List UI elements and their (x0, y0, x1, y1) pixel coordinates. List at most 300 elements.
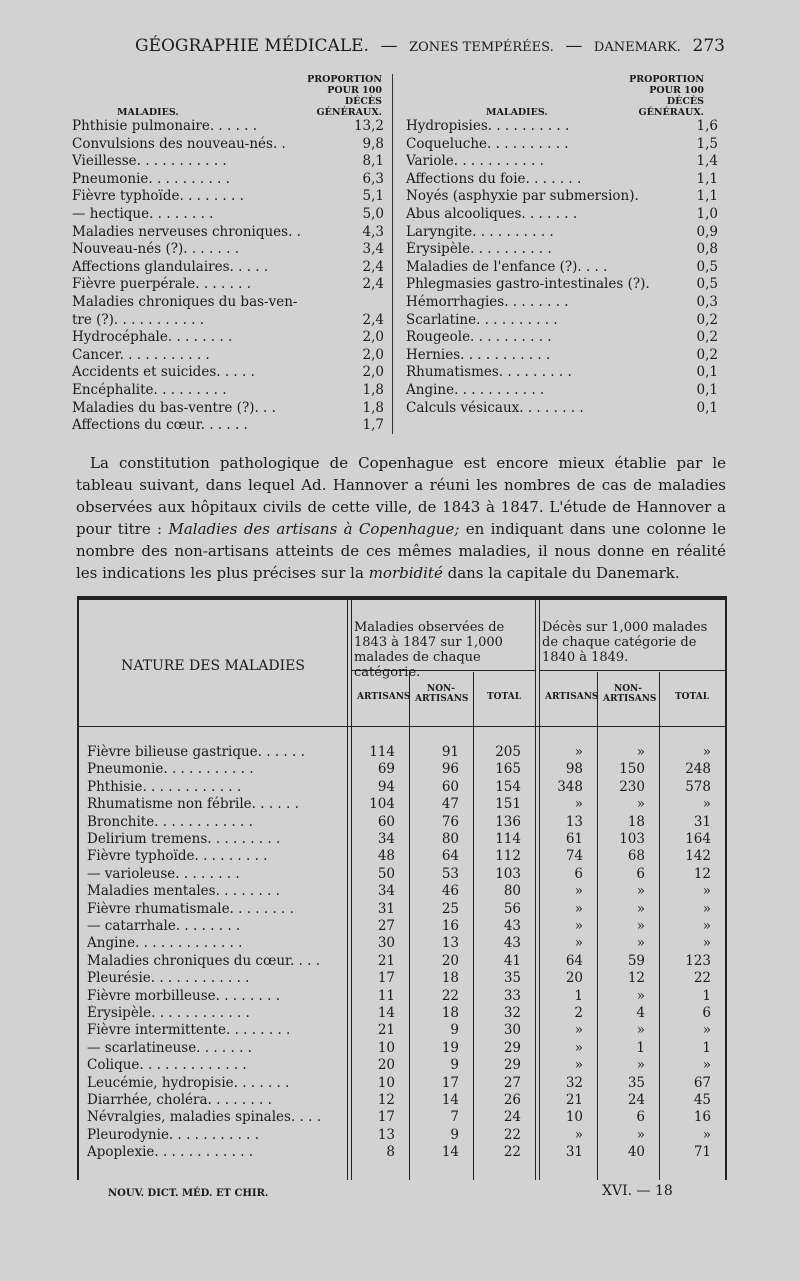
disease-name: Hernies. . . . . . . . . . . (406, 346, 551, 363)
table-row (79, 796, 725, 813)
disease-name: Pleurodynie. . . . . . . . . . . (87, 1126, 260, 1143)
cell-value: » (574, 918, 583, 934)
header-country: DANEMARK. (593, 40, 681, 55)
disease-name: Maladies de l'enfance (?). . . . (406, 258, 608, 275)
header-section: ZONES TEMPÉRÉES. (409, 40, 554, 55)
para-italic: morbidité (368, 564, 443, 582)
cell-value: 348 (557, 778, 583, 795)
proportion-value: 9,8 (362, 135, 384, 152)
cell-value: 69 (377, 761, 395, 778)
cell-value: 35 (627, 1074, 645, 1091)
cell-value: 68 (627, 848, 645, 865)
cell-value: 9 (450, 1126, 459, 1143)
cell-value: 32 (565, 1074, 583, 1091)
disease-name: Hydrocéphale. . . . . . . . (72, 329, 233, 346)
cell-value: 64 (565, 952, 583, 969)
cell-value: » (702, 1126, 711, 1143)
table-row (79, 761, 725, 778)
table-row (406, 294, 724, 312)
disease-name: Apoplexie. . . . . . . . . . . . (87, 1144, 254, 1161)
disease-table (77, 596, 727, 1180)
cell-value: 24 (627, 1092, 645, 1108)
cell-value: 60 (441, 778, 459, 795)
cell-value: » (574, 796, 583, 813)
cell-value: » (702, 918, 711, 934)
cell-value: 10 (565, 1109, 583, 1126)
body-paragraph (76, 452, 726, 584)
table-row (72, 153, 390, 171)
cell-value: 20 (565, 970, 583, 987)
cell-value: 10 (377, 1039, 395, 1056)
proportion-value: 3,4 (362, 241, 384, 258)
cell-value: » (636, 1022, 645, 1039)
proportion-value: 1,5 (696, 135, 718, 152)
cell-value: » (574, 1126, 583, 1143)
proportion-value: 2,4 (362, 258, 384, 275)
disease-name: Névralgies, maladies spinales. . . . (87, 1109, 321, 1126)
cell-value: 136 (495, 813, 521, 830)
cell-value: 22 (503, 1126, 521, 1143)
disease-name: Variole. . . . . . . . . . . (406, 153, 544, 170)
cell-value: 10 (377, 1074, 395, 1091)
subcol-header: TOTAL (486, 692, 522, 702)
table-row (79, 1109, 725, 1126)
cell-value: 20 (377, 1057, 395, 1074)
disease-name: Affections glandulaires. . . . . (72, 258, 269, 275)
header-dash: — (565, 36, 583, 56)
cell-value: » (636, 987, 645, 1004)
cell-value: 13 (565, 813, 583, 830)
table-row (79, 1040, 725, 1057)
header-title: GÉOGRAPHIE MÉDICALE. (135, 36, 369, 56)
proportion-value: 0,9 (696, 223, 718, 240)
table-row (406, 224, 724, 242)
cell-value: 248 (685, 761, 711, 778)
table-row (406, 382, 724, 400)
cell-value: » (574, 900, 583, 917)
disease-name: Fièvre rhumatismale. . . . . . . . (87, 900, 294, 917)
proportion-value: 1,6 (696, 118, 718, 134)
cell-value: 578 (685, 778, 711, 795)
cell-value: 18 (627, 813, 645, 830)
disease-name: Affections du cœur. . . . . . (72, 417, 248, 434)
cell-value: » (636, 935, 645, 952)
subcol-header: NON-ARTISANS (415, 684, 469, 704)
proportion-value: 0,2 (696, 346, 718, 363)
disease-name: Calculs vésicaux. . . . . . . . (406, 399, 584, 416)
cell-value: 1 (702, 987, 711, 1004)
left-proportion-table (72, 74, 390, 435)
proportion-value: 0,3 (696, 293, 718, 310)
table-row (79, 1092, 725, 1109)
cell-value: 9 (450, 1057, 459, 1074)
table-row (406, 171, 724, 189)
cell-value: 12 (693, 865, 711, 882)
column-divider (392, 74, 393, 434)
table-row (72, 329, 390, 347)
cell-value: 103 (495, 865, 521, 882)
table-row (406, 153, 724, 171)
cell-value: 56 (503, 900, 521, 917)
cell-value: 21 (565, 1092, 583, 1108)
table-row (79, 1022, 725, 1039)
disease-name: Rhumatisme non fébrile. . . . . . (87, 796, 299, 813)
cell-value: 9 (450, 1022, 459, 1039)
disease-name: Pleurésie. . . . . . . . . . . . (87, 970, 250, 987)
disease-name: Rhumatismes. . . . . . . . . (406, 364, 572, 381)
table-row (72, 364, 390, 382)
cell-value: 41 (503, 952, 521, 969)
cell-value: 27 (503, 1074, 521, 1091)
disease-name: Fièvre bilieuse gastrique. . . . . . (87, 744, 305, 760)
cell-value: 21 (377, 1022, 395, 1039)
cell-value: 27 (377, 918, 395, 934)
table-row (79, 901, 725, 918)
cell-value: » (702, 883, 711, 900)
table-row (79, 988, 725, 1005)
cell-value: 17 (441, 1074, 459, 1091)
table-row (72, 400, 390, 418)
para-text: La constitution pathologique de Copenhague est encore mieux établie par le tableau suivant, dans lequel Ad. Hannover a réuni les nombres de cas de maladies observées aux hôpitaux civils de cette ville, de 1843 à 1847. L'étude de Hannover a pour titre : (76, 454, 726, 538)
table-row (406, 259, 724, 277)
disease-name: Hydropisies. . . . . . . . . . (406, 118, 570, 134)
table-row (72, 259, 390, 277)
proportion-value (332, 294, 390, 312)
cell-value: 59 (627, 952, 645, 969)
disease-name: Laryngite. . . . . . . . . . (406, 223, 554, 240)
proportion-value: 1,1 (696, 170, 718, 187)
disease-name: Angine. . . . . . . . . . . . . (87, 935, 243, 952)
right-proportion-table (406, 74, 724, 417)
table-row (406, 400, 724, 418)
cell-value: 1 (574, 987, 583, 1004)
proportion-value: 1,4 (696, 153, 718, 170)
cell-value: 12 (377, 1092, 395, 1108)
disease-name: Érysipèle. . . . . . . . . . (406, 241, 552, 258)
cell-value: » (702, 1022, 711, 1039)
disease-name: Vieillesse. . . . . . . . . . . (72, 153, 227, 170)
proportion-value: 0,5 (696, 258, 718, 275)
cell-value: » (702, 1057, 711, 1074)
table-row (79, 831, 725, 848)
cell-value: 45 (693, 1092, 711, 1108)
cell-value: 6 (702, 1005, 711, 1021)
cell-value: 29 (503, 1039, 521, 1056)
table-row (79, 814, 725, 831)
disease-name: Nouveau-nés (?). . . . . . . (72, 241, 240, 258)
cell-value: 154 (495, 778, 521, 795)
table-row (72, 276, 390, 294)
cell-value: » (702, 796, 711, 813)
cell-value: 43 (503, 935, 521, 952)
proportion-value: 2,0 (362, 329, 384, 346)
proportion-value: 1,0 (696, 205, 718, 222)
disease-name: Maladies chroniques du cœur. . . . (87, 952, 321, 969)
proportion-value: 2,0 (362, 364, 384, 381)
cell-value: 98 (565, 761, 583, 778)
cell-value: 4 (636, 1005, 645, 1021)
cell-value: 46 (441, 883, 459, 900)
proportion-value: 4,3 (362, 223, 384, 240)
subcol-header: ARTISANS (545, 692, 599, 702)
cell-value: » (636, 900, 645, 917)
cell-value: » (574, 1057, 583, 1074)
disease-name: Diarrhée, choléra. . . . . . . . (87, 1092, 272, 1108)
cell-value: 53 (441, 865, 459, 882)
cell-value: 91 (441, 744, 459, 760)
para-text: en indiquant dans une colonne le nombre des non-artisans atteints de ces mêmes maladies, il nous donne en réalité les indications les plus précises sur la (76, 520, 726, 582)
cell-value: 20 (441, 952, 459, 969)
disease-name: Phthisie pulmonaire. . . . . . (72, 118, 258, 134)
cell-value: 67 (693, 1074, 711, 1091)
cell-value: 104 (369, 796, 395, 813)
disease-name: — varioleuse. . . . . . . . (87, 865, 240, 882)
proportion-value: 13,2 (353, 118, 384, 134)
proportion-value: 0,1 (696, 364, 718, 381)
cell-value: 14 (441, 1144, 459, 1161)
table-row (72, 206, 390, 224)
table-row (72, 241, 390, 259)
para-text: dans la capitale du Danemark. (442, 564, 680, 582)
cell-value: » (636, 918, 645, 934)
table-row (72, 224, 390, 242)
proportion-value: 1,8 (362, 399, 384, 416)
cell-value: 43 (503, 918, 521, 934)
table-row (72, 312, 390, 330)
table-row (406, 312, 724, 330)
proportion-value: 6,3 (362, 170, 384, 187)
table-row (79, 1057, 725, 1074)
cell-value: 13 (441, 935, 459, 952)
table-row (79, 1005, 725, 1022)
table-row (406, 188, 724, 206)
cell-value: 76 (441, 813, 459, 830)
cell-value: 205 (495, 744, 521, 760)
cell-value: 150 (619, 761, 645, 778)
disease-name: Coqueluche. . . . . . . . . . (406, 135, 569, 152)
cell-value: » (574, 744, 583, 760)
col-name-header: MALADIES. (486, 107, 548, 118)
cell-value: 64 (441, 848, 459, 865)
cell-value: 94 (377, 778, 395, 795)
cell-value: 22 (441, 987, 459, 1004)
cell-value: 1 (702, 1039, 711, 1056)
cell-value: 47 (441, 796, 459, 813)
cell-value: 16 (693, 1109, 711, 1126)
cell-value: 50 (377, 865, 395, 882)
disease-name: Leucémie, hydropisie. . . . . . . (87, 1074, 290, 1091)
table-row (72, 171, 390, 189)
disease-name: Colique. . . . . . . . . . . . . (87, 1057, 247, 1074)
cell-value: 31 (565, 1144, 583, 1161)
cell-value: 80 (441, 831, 459, 847)
cell-value: 17 (377, 970, 395, 987)
proportion-value: 2,4 (362, 276, 384, 293)
cell-value: 11 (377, 987, 395, 1004)
cell-value: » (636, 744, 645, 760)
table-row (79, 918, 725, 935)
disease-name: Fièvre typhoïde. . . . . . . . (72, 188, 244, 205)
cell-value: » (636, 796, 645, 813)
disease-name: — catarrhale. . . . . . . . (87, 918, 241, 934)
cell-value: 151 (495, 796, 521, 813)
table-row (79, 1075, 725, 1092)
proportion-value: 0,2 (696, 329, 718, 346)
cell-value: 13 (377, 1126, 395, 1143)
disease-name: Delirium tremens. . . . . . . . . (87, 831, 281, 847)
disease-name: Hémorrhagies. . . . . . . . (406, 293, 569, 310)
cell-value: 61 (565, 831, 583, 847)
disease-name: Érysipèle. . . . . . . . . . . . (87, 1005, 250, 1021)
table-row (406, 347, 724, 365)
cell-value: 8 (386, 1144, 395, 1161)
cell-value: 142 (685, 848, 711, 865)
proportion-value: 2,4 (362, 311, 384, 328)
subcol-header: NON-ARTISANS (603, 684, 657, 704)
cell-value: » (702, 744, 711, 760)
cell-value: » (636, 1126, 645, 1143)
cell-value: 71 (693, 1144, 711, 1161)
cell-value: 80 (503, 883, 521, 900)
disease-name: Affections du foie. . . . . . . (406, 170, 582, 187)
cell-value: 14 (441, 1092, 459, 1108)
cell-value: 22 (503, 1144, 521, 1161)
table-row (72, 294, 390, 312)
cell-value: 33 (503, 987, 521, 1004)
cell-value: 6 (636, 1109, 645, 1126)
cell-value: 22 (693, 970, 711, 987)
proportion-value: 2,0 (362, 346, 384, 363)
table-row (72, 188, 390, 206)
col-nature-header: NATURE DES MALADIES (121, 658, 305, 674)
table-row (79, 779, 725, 796)
cell-value: 30 (377, 935, 395, 952)
cell-value: 31 (377, 900, 395, 917)
table-row (406, 136, 724, 154)
cell-value: 17 (377, 1109, 395, 1126)
running-header (135, 36, 725, 56)
table-row (79, 1127, 725, 1144)
cell-value: » (574, 1022, 583, 1039)
cell-value: 96 (441, 761, 459, 778)
table-row (406, 118, 724, 136)
cell-value: 230 (619, 778, 645, 795)
table-row (79, 953, 725, 970)
cell-value: 12 (627, 970, 645, 987)
cell-value: 114 (495, 831, 521, 847)
table-row (406, 364, 724, 382)
footer-signature: XVI. — 18 (602, 1183, 673, 1199)
cell-value: 2 (574, 1005, 583, 1021)
cell-value: » (574, 1039, 583, 1056)
proportion-value: 0,8 (696, 241, 718, 258)
group-header-observed: Maladies observées de 1843 à 1847 sur 1,000 malades de chaque catégorie. (354, 620, 505, 680)
cell-value: 24 (503, 1109, 521, 1126)
table-row (79, 970, 725, 987)
footer-left: NOUV. DICT. MÉD. ET CHIR. (108, 1188, 269, 1199)
cell-value: 14 (377, 1005, 395, 1021)
proportion-value: 5,0 (362, 205, 384, 222)
cell-value: 6 (574, 865, 583, 882)
cell-value: 35 (503, 970, 521, 987)
cell-value: 19 (441, 1039, 459, 1056)
header-dash: — (380, 36, 398, 56)
cell-value: 32 (503, 1005, 521, 1021)
proportion-value: 1,1 (696, 188, 718, 205)
disease-name: Pneumonie. . . . . . . . . . (72, 170, 230, 187)
disease-name: Fièvre morbilleuse. . . . . . . . (87, 987, 280, 1004)
table-row (72, 347, 390, 365)
cell-value: 112 (495, 848, 521, 865)
cell-value: 60 (377, 813, 395, 830)
cell-value: » (636, 1057, 645, 1074)
page-number: 273 (692, 36, 725, 56)
cell-value: » (574, 935, 583, 952)
cell-value: » (702, 935, 711, 952)
disease-name: Abus alcooliques. . . . . . . (406, 205, 578, 222)
cell-value: 30 (503, 1022, 521, 1039)
disease-name: Fièvre intermittente. . . . . . . . (87, 1022, 291, 1039)
subcol-header: ARTISANS (357, 692, 411, 702)
cell-value: 16 (441, 918, 459, 934)
disease-name: Convulsions des nouveau-nés. . (72, 135, 286, 152)
cell-value: 34 (377, 883, 395, 900)
disease-name: Encéphalite. . . . . . . . . (72, 381, 227, 398)
disease-name: Maladies chroniques du bas-ven- (72, 293, 298, 310)
cell-value: 123 (685, 952, 711, 969)
table-row (406, 206, 724, 224)
proportion-value: 0,1 (696, 399, 718, 416)
table-row (79, 848, 725, 865)
disease-name: Bronchite. . . . . . . . . . . . (87, 813, 253, 830)
disease-name: tre (?). . . . . . . . . . . (72, 311, 205, 328)
col-name-header: MALADIES. (117, 107, 179, 118)
cell-value: 1 (636, 1039, 645, 1056)
disease-name: Pneumonie. . . . . . . . . . . (87, 761, 254, 778)
disease-name: Maladies du bas-ventre (?). . . (72, 399, 276, 416)
disease-name: Maladies mentales. . . . . . . . (87, 883, 280, 900)
cell-value: 29 (503, 1057, 521, 1074)
disease-name: Scarlatine. . . . . . . . . . (406, 311, 558, 328)
disease-name: Fièvre puerpérale. . . . . . . (72, 276, 252, 293)
para-italic: Maladies des artisans à Copenhague; (168, 520, 460, 538)
cell-value: » (574, 883, 583, 900)
disease-name: Noyés (asphyxie par submersion). (406, 188, 639, 205)
table-row (72, 417, 390, 435)
proportion-value: 0,2 (696, 311, 718, 328)
table-row (72, 118, 390, 136)
table-row (72, 136, 390, 154)
cell-value: 18 (441, 1005, 459, 1021)
table-row (72, 382, 390, 400)
proportion-value: 0,5 (696, 276, 718, 293)
cell-value: 18 (441, 970, 459, 987)
cell-value: » (636, 883, 645, 900)
cell-value: 7 (450, 1109, 459, 1126)
table-row (79, 744, 725, 761)
cell-value: 164 (685, 831, 711, 847)
table-row (406, 276, 724, 294)
table-row (79, 883, 725, 900)
proportion-value: 5,1 (362, 188, 384, 205)
cell-value: 34 (377, 831, 395, 847)
disease-name: Accidents et suicides. . . . . (72, 364, 255, 381)
disease-name: Angine. . . . . . . . . . . (406, 381, 545, 398)
cell-value: 48 (377, 848, 395, 865)
group-header-deaths: Décès sur 1,000 malades de chaque catégorie de 1840 à 1849. (542, 620, 708, 665)
table-row (79, 1144, 725, 1161)
proportion-value: 8,1 (362, 153, 384, 170)
